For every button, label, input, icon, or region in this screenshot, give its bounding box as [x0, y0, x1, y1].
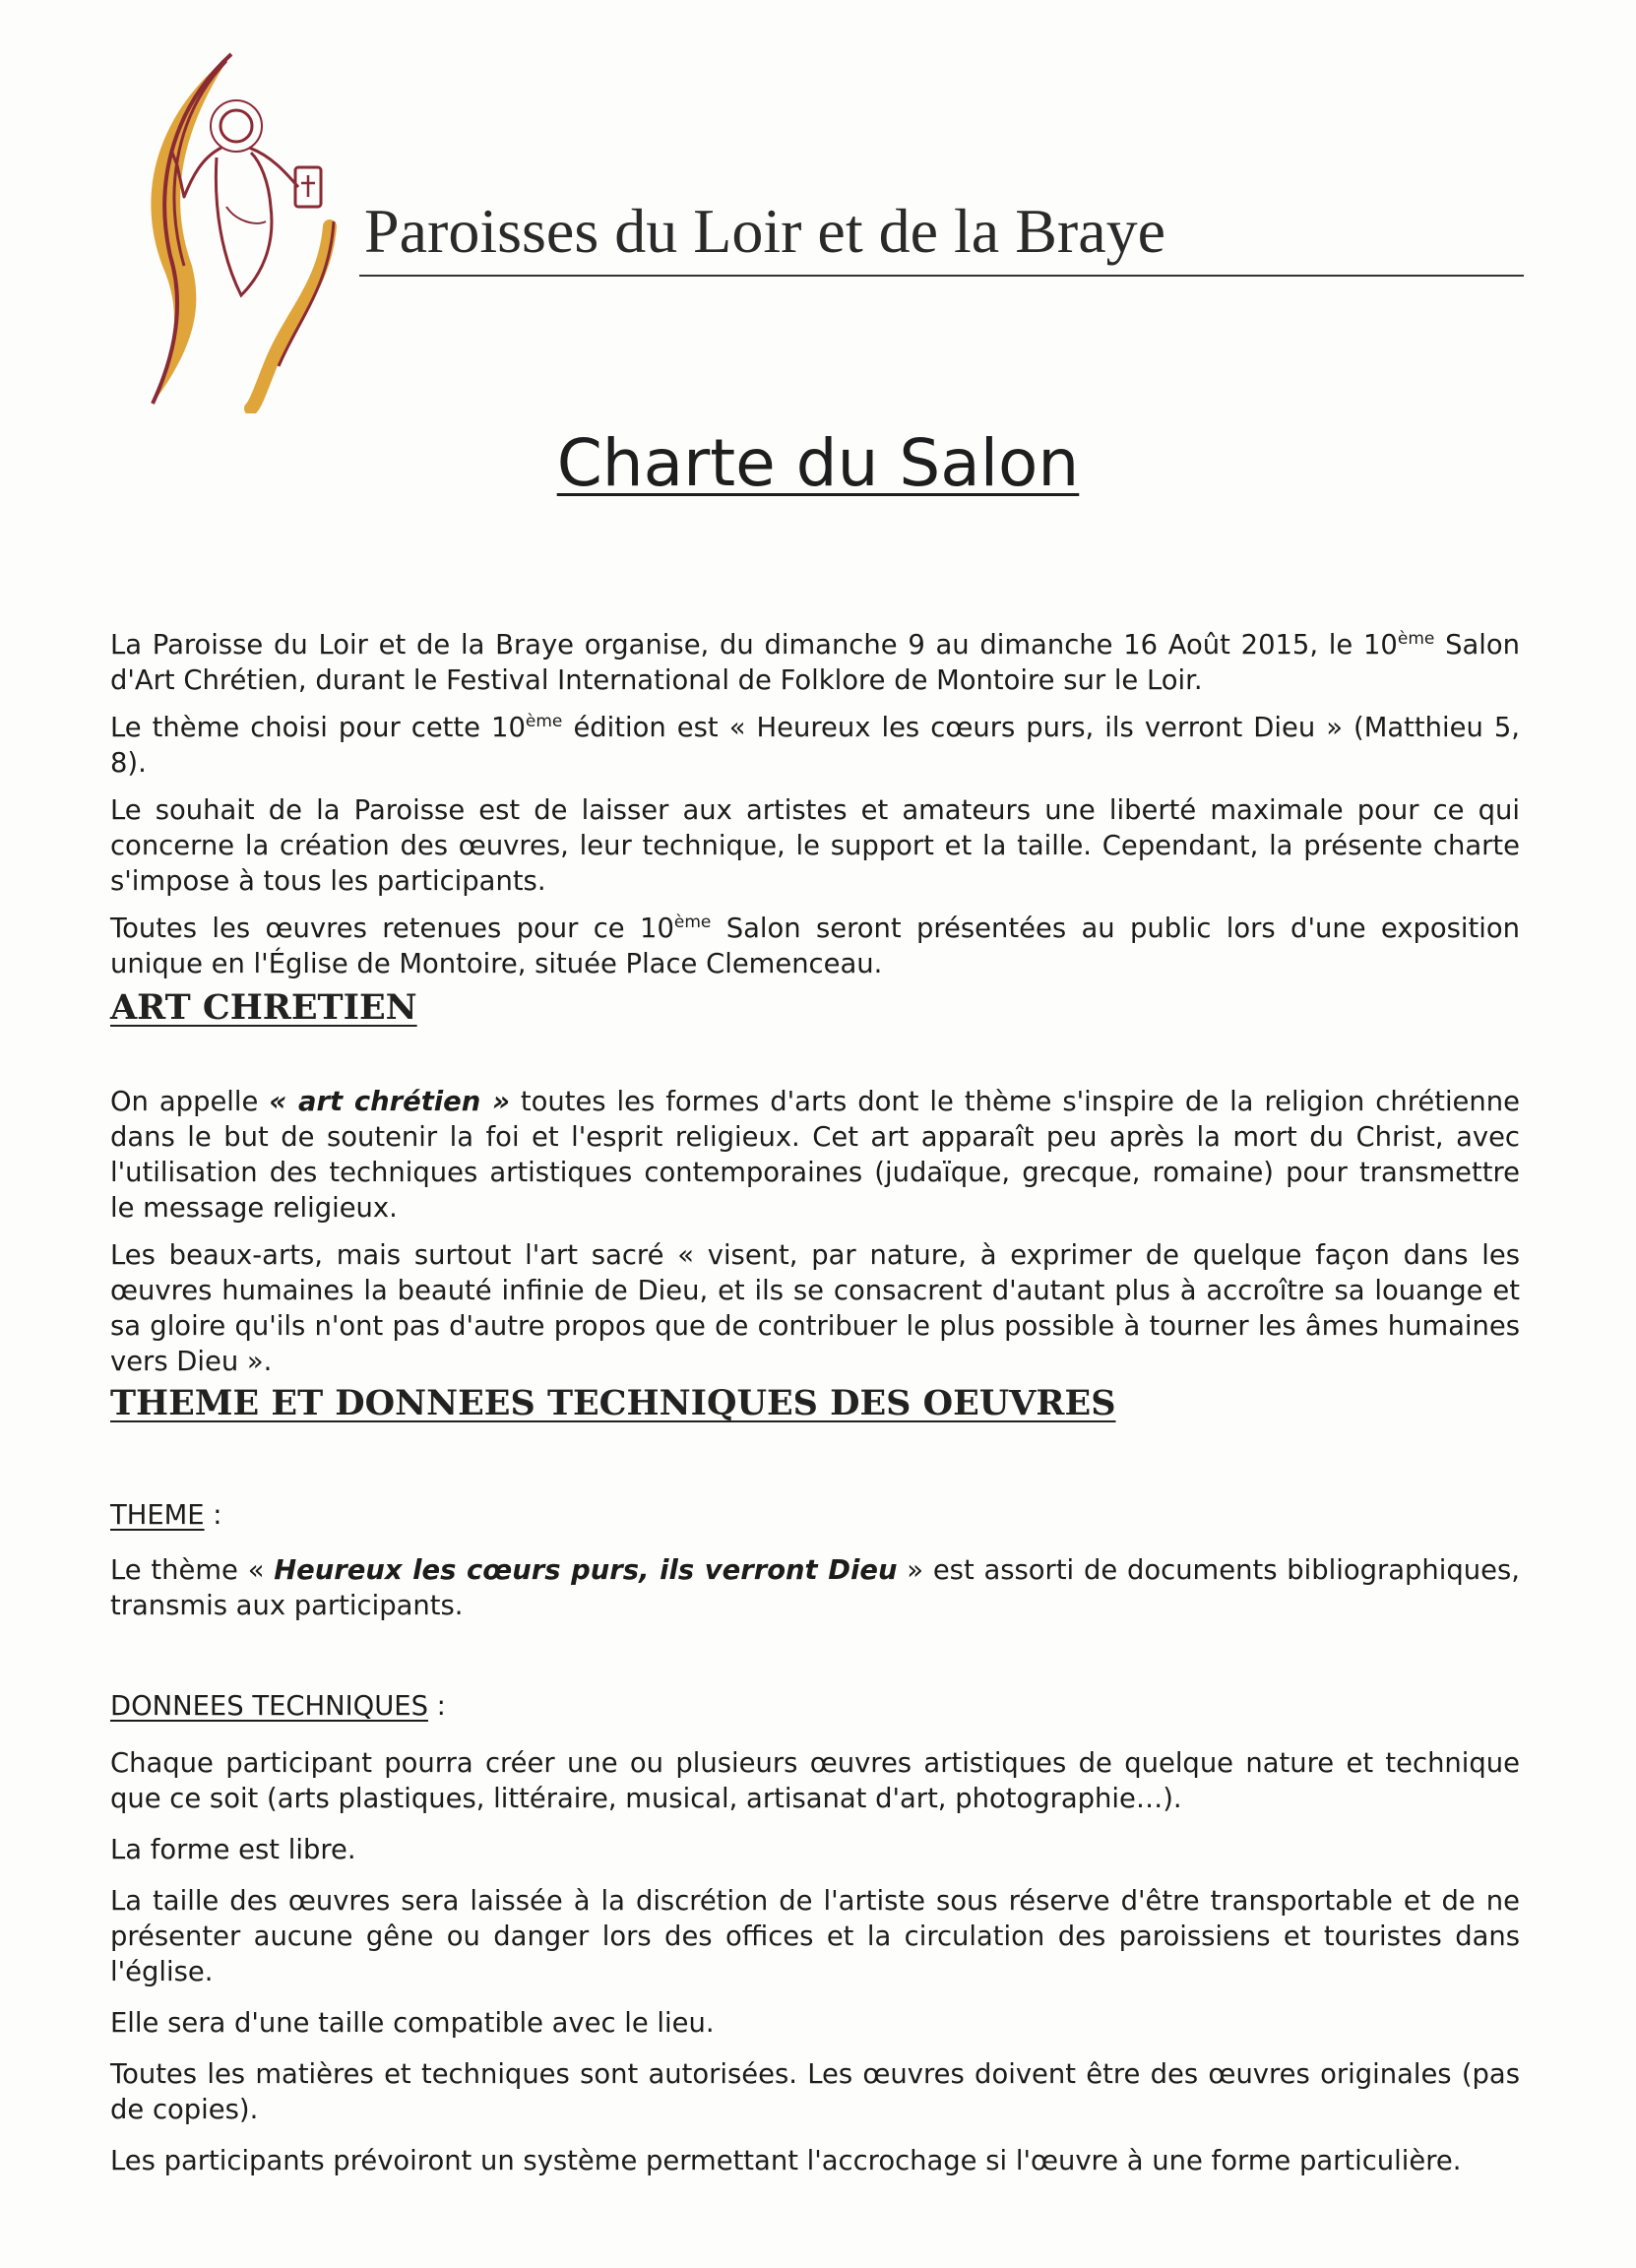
christ-figure-logo-icon: [123, 49, 340, 413]
theme-paragraph: Le thème « Heureux les cœurs purs, ils verront Dieu » est assorti de documents bibliographiques, transmis aux participants.: [110, 1555, 1520, 1621]
theme-subsection: [110, 1498, 1520, 1624]
list-item: Les participants prévoiront un système permettant l'accrochage si l'œuvre à une forme particulière.: [110, 2146, 1462, 2176]
intro-paragraph: Le souhait de la Paroisse est de laisser aux artistes et amateurs une liberté maximale pour ce qui concerne la création des œuvres, leur technique, le support et la taille. Cependant, la présente charte s'impose à tous les participants.: [110, 795, 1520, 897]
list-item: Toutes les matières et techniques sont autorisées. Les œuvres doivent être des œuvres originales (pas de copies).: [110, 2059, 1520, 2125]
page-title: Charte du Salon: [556, 425, 1080, 501]
section-heading-art-chretien: ART CHRETIEN: [110, 987, 417, 1028]
intro-section: [110, 628, 1520, 994]
list-item: La taille des œuvres sera laissée à la discrétion de l'artiste sous réserve d'être transportable et de ne présenter aucune gêne ou danger lors des offices et la circulation des paroissiens et touristes dans l'église.: [110, 1886, 1520, 1987]
header-rule: [359, 275, 1524, 277]
list-item: Elle sera d'une taille compatible avec le lieu.: [110, 2008, 715, 2039]
theme-heading-block: [110, 1383, 1520, 1423]
tech-subsection: [110, 1689, 1520, 2195]
art-chretien-section: [110, 1085, 1520, 1392]
art-paragraph: On appelle « art chrétien » toutes les formes d'arts dont le thème s'inspire de la religion chrétienne dans le but de soutenir la foi et l'esprit religieux. Cet art apparaît peu après la mort du Christ, avec l'utilisation des techniques artistiques contemporaines (judaïque, grecque, romaine) pour transmettre le message religieux.: [110, 1087, 1520, 1224]
art-paragraph: Les beaux-arts, mais surtout l'art sacré « visent, par nature, à exprimer de quelque façon dans les œuvres humaines la beauté infinie de Dieu, et ils se consacrent d'autant plus à accroître sa louange et sa gloire qu'ils n'ont pas d'autre propos que de contribuer le plus possible à tourner les âmes humaines vers Dieu ».: [110, 1240, 1520, 1377]
section-heading-theme: THEME ET DONNEES TECHNIQUES DES OEUVRES: [110, 1383, 1116, 1423]
list-item: La forme est libre.: [110, 1835, 356, 1865]
tech-label: DONNEES TECHNIQUES :: [110, 1691, 446, 1722]
organization-name: Paroisses du Loir et de la Braye: [364, 196, 1165, 266]
art-chretien-heading-block: [110, 987, 1520, 1028]
list-item: Chaque participant pourra créer une ou plusieurs œuvres artistiques de quelque nature et technique que ce soit (arts plastiques, littéraire, musical, artisanat d'art, photographie…).: [110, 1748, 1520, 1814]
tech-list: [110, 1746, 1520, 2179]
intro-paragraph: Le thème choisi pour cette 10ème édition est « Heureux les cœurs purs, ils verront Dieu » (Matthieu 5, 8).: [110, 712, 1520, 779]
theme-label: THEME :: [110, 1500, 222, 1531]
intro-paragraph: La Paroisse du Loir et de la Braye organise, du dimanche 9 au dimanche 16 Août 2015, le 10ème Salon d'Art Chrétien, durant le Festival International de Folklore de Montoire sur le Loir.: [110, 629, 1521, 696]
intro-paragraph: Toutes les œuvres retenues pour ce 10ème Salon seront présentées au public lors d'une exposition unique en l'Église de Montoire, située Place Clemenceau.: [110, 913, 1520, 979]
